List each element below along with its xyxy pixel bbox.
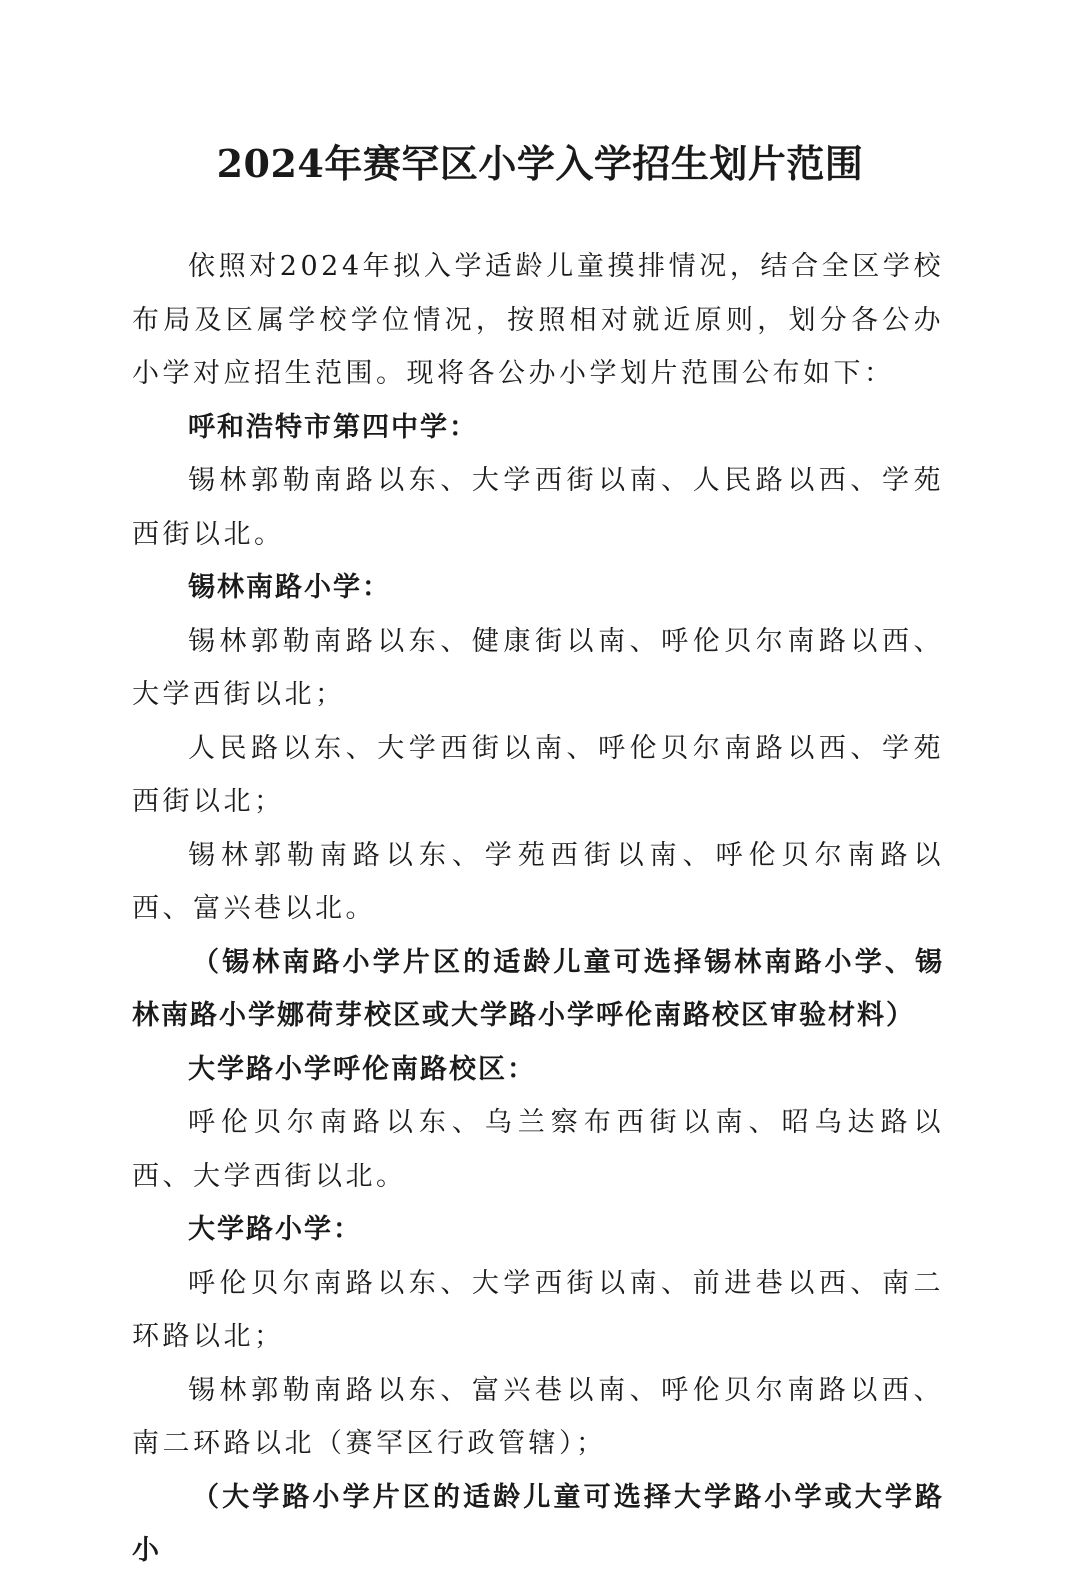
note-paragraph: （锡林南路小学片区的适龄儿童可选择锡林南路小学、锡林南路小学娜荷芽校区或大学路小学呼伦南路校区审验材料） [132,946,944,1031]
school-heading-no4-middle-school: 呼和浩特市第四中学： [188,411,478,443]
document-body [132,240,944,1578]
school-heading-daxuelu: 大学路小学： [188,1214,362,1245]
school-heading-daxuelu-hulun-campus: 大学路小学呼伦南路校区： [188,1053,536,1085]
intro-paragraph: 依照对2024年拟入学适龄儿童摸排情况，结合全区学校布局及区属学校学位情况，按照相对就近原则，划分各公办小学对应招生范围。现将各公办小学划片范围公布如下： [132,251,944,389]
zone-paragraph: 锡林郭勒南路以东、健康街以南、呼伦贝尔南路以西、大学西街以北； [132,625,944,710]
zone-paragraph: 锡林郭勒南路以东、学苑西街以南、呼伦贝尔南路以西、富兴巷以北。 [132,839,944,924]
zone-paragraph: 锡林郭勒南路以东、富兴巷以南、呼伦贝尔南路以西、南二环路以北（赛罕区行政管辖）； [132,1374,944,1459]
document-title: 2024年赛罕区小学入学招生划片范围 [216,141,864,186]
zone-paragraph: 呼伦贝尔南路以东、大学西街以南、前进巷以西、南二环路以北； [132,1267,944,1352]
zone-paragraph: 呼伦贝尔南路以东、乌兰察布西街以南、昭乌达路以西、大学西街以北。 [132,1107,944,1192]
school-heading-xilin-nanlu: 锡林南路小学： [188,572,391,603]
note-paragraph: （大学路小学片区的适龄儿童可选择大学路小学或大学路小 [132,1481,944,1566]
zone-paragraph: 人民路以东、大学西街以南、呼伦贝尔南路以西、学苑西街以北； [132,732,944,817]
zone-paragraph: 锡林郭勒南路以东、大学西街以南、人民路以西、学苑西街以北。 [132,465,944,550]
